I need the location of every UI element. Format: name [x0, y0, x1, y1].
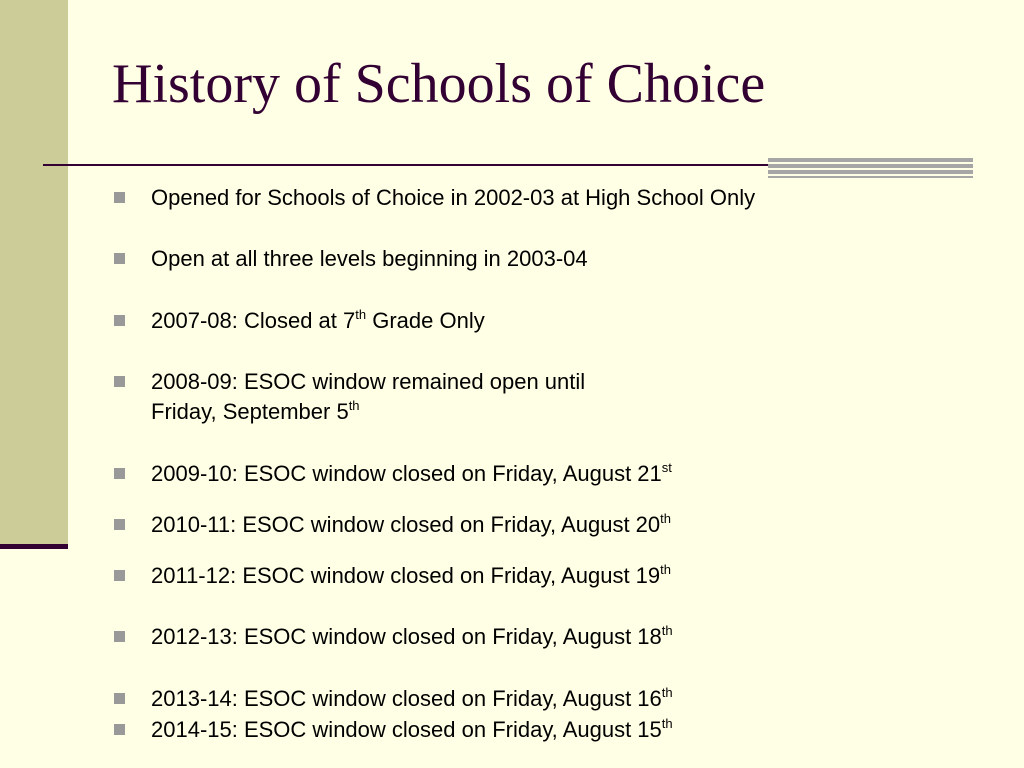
- square-bullet-icon: [114, 693, 125, 704]
- bullet-item: [114, 622, 994, 652]
- square-bullet-icon: [114, 192, 125, 203]
- superscript: th: [661, 685, 673, 700]
- square-bullet-icon: [114, 631, 125, 642]
- bullet-line: Opened for Schools of Choice in 2002-03 at High School Only: [151, 185, 756, 210]
- bullet-text: [151, 306, 994, 336]
- bullet-text: [151, 510, 994, 540]
- bullet-line: 2007-08: Closed at 7th Grade Only: [151, 307, 485, 333]
- bullet-text: [151, 183, 994, 213]
- bullet-line: 2008-09: ESOC window remained open until: [151, 369, 586, 394]
- bullet-text: [151, 715, 994, 745]
- square-bullet-icon: [114, 468, 125, 479]
- bullet-line: Open at all three levels beginning in 2003-04: [151, 246, 588, 271]
- superscript: th: [348, 398, 360, 413]
- bullet-line: Friday, September 5th: [151, 398, 360, 424]
- bullet-line: 2013-14: ESOC window closed on Friday, August 16th: [151, 685, 673, 711]
- superscript: th: [355, 307, 367, 322]
- left-accent-underline: [0, 544, 68, 549]
- square-bullet-icon: [114, 519, 125, 530]
- bullet-item: [114, 306, 994, 336]
- superscript: th: [660, 511, 671, 526]
- title-divider-line: [43, 164, 769, 166]
- superscript: th: [661, 716, 673, 731]
- bullet-line: 2011-12: ESOC window closed on Friday, August 19th: [151, 562, 671, 588]
- square-bullet-icon: [114, 315, 125, 326]
- bullet-text: [151, 459, 994, 489]
- bullet-text: [151, 684, 994, 714]
- square-bullet-icon: [114, 724, 125, 735]
- bullet-item: [114, 684, 994, 714]
- bullet-text: [151, 367, 994, 427]
- square-bullet-icon: [114, 570, 125, 581]
- title-decorative-bar: [768, 158, 973, 178]
- superscript: st: [661, 460, 672, 475]
- bullet-item: [114, 459, 994, 489]
- bullet-item: [114, 367, 994, 427]
- left-accent-band: [0, 0, 68, 544]
- bullet-item: [114, 183, 994, 213]
- slide-title: History of Schools of Choice: [112, 53, 766, 115]
- bullet-text: [151, 622, 994, 652]
- bullet-item: [114, 510, 994, 540]
- bullet-item: [114, 244, 994, 274]
- bullet-line: 2014-15: ESOC window closed on Friday, August 15th: [151, 716, 673, 742]
- bullet-item: [114, 715, 994, 745]
- bullet-line: 2009-10: ESOC window closed on Friday, August 21st: [151, 460, 672, 486]
- bullet-line: 2012-13: ESOC window closed on Friday, August 18th: [151, 623, 673, 649]
- square-bullet-icon: [114, 253, 125, 264]
- bullet-line: 2010-11: ESOC window closed on Friday, August 20th: [151, 511, 671, 537]
- square-bullet-icon: [114, 376, 125, 387]
- bullet-text: [151, 561, 994, 591]
- bullet-item: [114, 561, 994, 591]
- superscript: th: [661, 623, 673, 638]
- superscript: th: [660, 562, 671, 577]
- bullet-text: [151, 244, 994, 274]
